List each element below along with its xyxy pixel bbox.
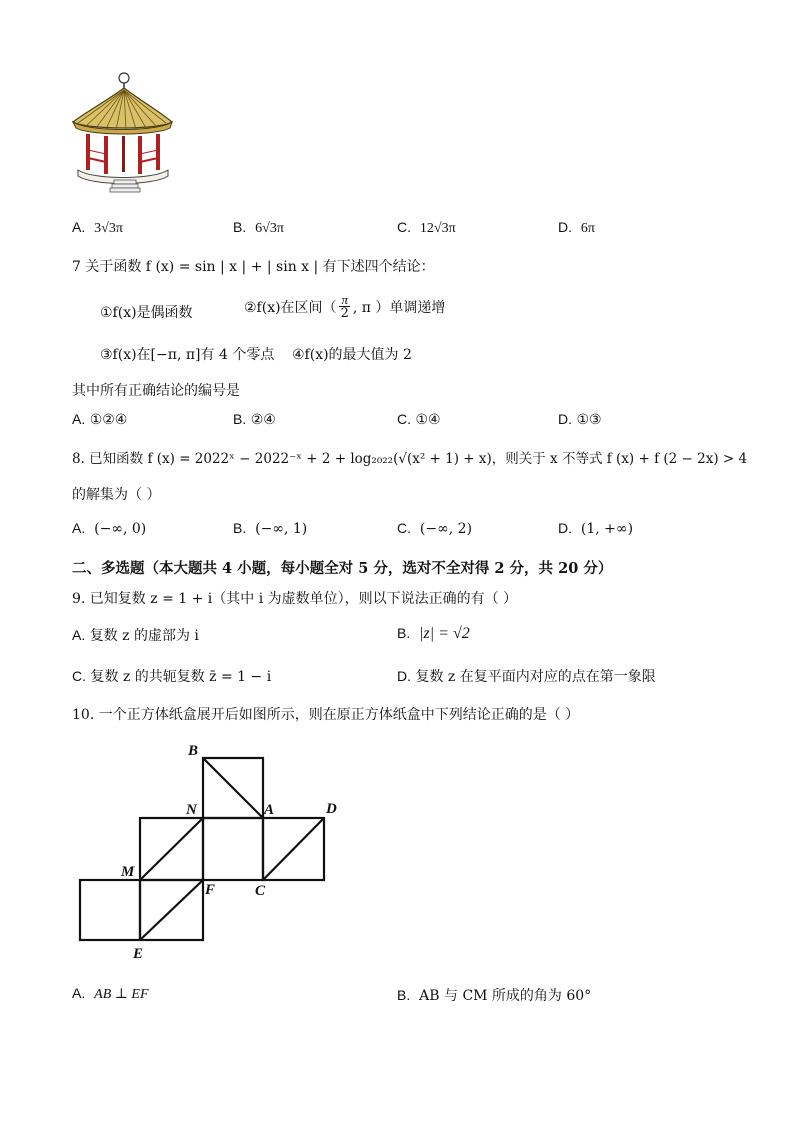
q7-prompt: 其中所有正确结论的编号是 [72, 383, 240, 399]
q9-option-d[interactable]: D. 复数 z 在复平面内对应的点在第一象限 [397, 668, 656, 685]
q8-option-a[interactable]: A. (−∞, 0) [72, 520, 147, 537]
q10-option-b[interactable]: B. AB 与 CM 所成的角为 60° [397, 987, 592, 1004]
q9-option-c[interactable]: C. 复数 z 的共轭复数 z̄ = 1 − i [72, 668, 272, 685]
q6-option-d[interactable]: D. 6π [558, 219, 595, 236]
q7-conclusion-1: ①f(x)是偶函数 [100, 305, 193, 321]
net-label-c: C [255, 883, 266, 899]
q9-option-a[interactable]: A. 复数 z 的虚部为 i [72, 627, 199, 644]
q7-option-d[interactable]: D. ①③ [558, 411, 602, 428]
q8-stem-continued: 的解集为（ ） [72, 487, 161, 503]
q10-stem: 10. 一个正方体纸盒展开后如图所示，则在原正方体纸盒中下列结论正确的是（ ） [72, 707, 580, 723]
q6-option-b[interactable]: B. 6√3π [233, 219, 284, 236]
section-heading-multiple-choice: 二、多选题（本大题共 4 小题，每小题全对 5 分，选对不全对得 2 分，共 20 分） [72, 560, 613, 577]
cube-net-diagram [70, 740, 370, 970]
q10-option-a[interactable]: A. AB ⊥ EF [72, 985, 149, 1002]
q9-stem: 9. 已知复数 z = 1 + i（其中 i 为虚数单位），则以下说法正确的有（ ） [72, 591, 518, 607]
q8-option-b[interactable]: B. (−∞, 1) [233, 520, 308, 537]
net-face-middle-2 [203, 818, 263, 880]
net-diagonal-c-d [263, 818, 324, 880]
q7-conclusion-4: ④f(x)的最大值为 2 [292, 347, 412, 363]
net-label-d: D [326, 801, 337, 817]
net-face-bottom-1 [80, 880, 140, 940]
net-label-n: N [186, 802, 197, 818]
q6-option-a[interactable]: A. 3√3π [72, 219, 123, 236]
pi-over-2-fraction: $\frac{\pi}{2}$ [340, 292, 349, 321]
q9-option-b[interactable]: B. |z| = √2 [397, 625, 470, 642]
q8-option-c[interactable]: C. (−∞, 2) [397, 520, 473, 537]
pavilion-illustration [68, 70, 176, 196]
q7-option-a[interactable]: A. ①②④ [72, 411, 128, 428]
q7-option-b[interactable]: B. ②④ [233, 411, 276, 428]
q8-stem: 8. 已知函数 f (x) = 2022ˣ − 2022⁻ˣ + 2 + log₂₀₂₂(√(x² + 1) + x)，则关于 x 不等式 f (x) + f (2 − 2x) > 4 [72, 451, 748, 467]
net-label-m: M [121, 864, 135, 880]
net-diagonal-m-n [140, 818, 203, 880]
q7-conclusion-3: ③f(x)在[−π, π]有 4 个零点 [100, 347, 275, 363]
q7-stem: 7 关于函数 f (x) = sin | x | + | sin x | 有下述四个结论： [72, 259, 435, 275]
net-label-a: A [264, 802, 275, 818]
q7-option-c[interactable]: C. ①④ [397, 411, 441, 428]
q7-conclusion-2: ②f(x)在区间（ $\frac{\pi}{2}$ , π ）单调递增 [244, 292, 446, 321]
net-diagonal-e-f [140, 880, 203, 940]
net-label-e: E [133, 946, 144, 962]
net-label-b: B [188, 743, 199, 759]
q8-option-d[interactable]: D. (1, +∞) [558, 520, 634, 537]
q6-option-c[interactable]: C. 12√3π [397, 219, 456, 236]
net-diagonal-bn-a [203, 758, 263, 818]
net-label-f: F [205, 882, 216, 898]
